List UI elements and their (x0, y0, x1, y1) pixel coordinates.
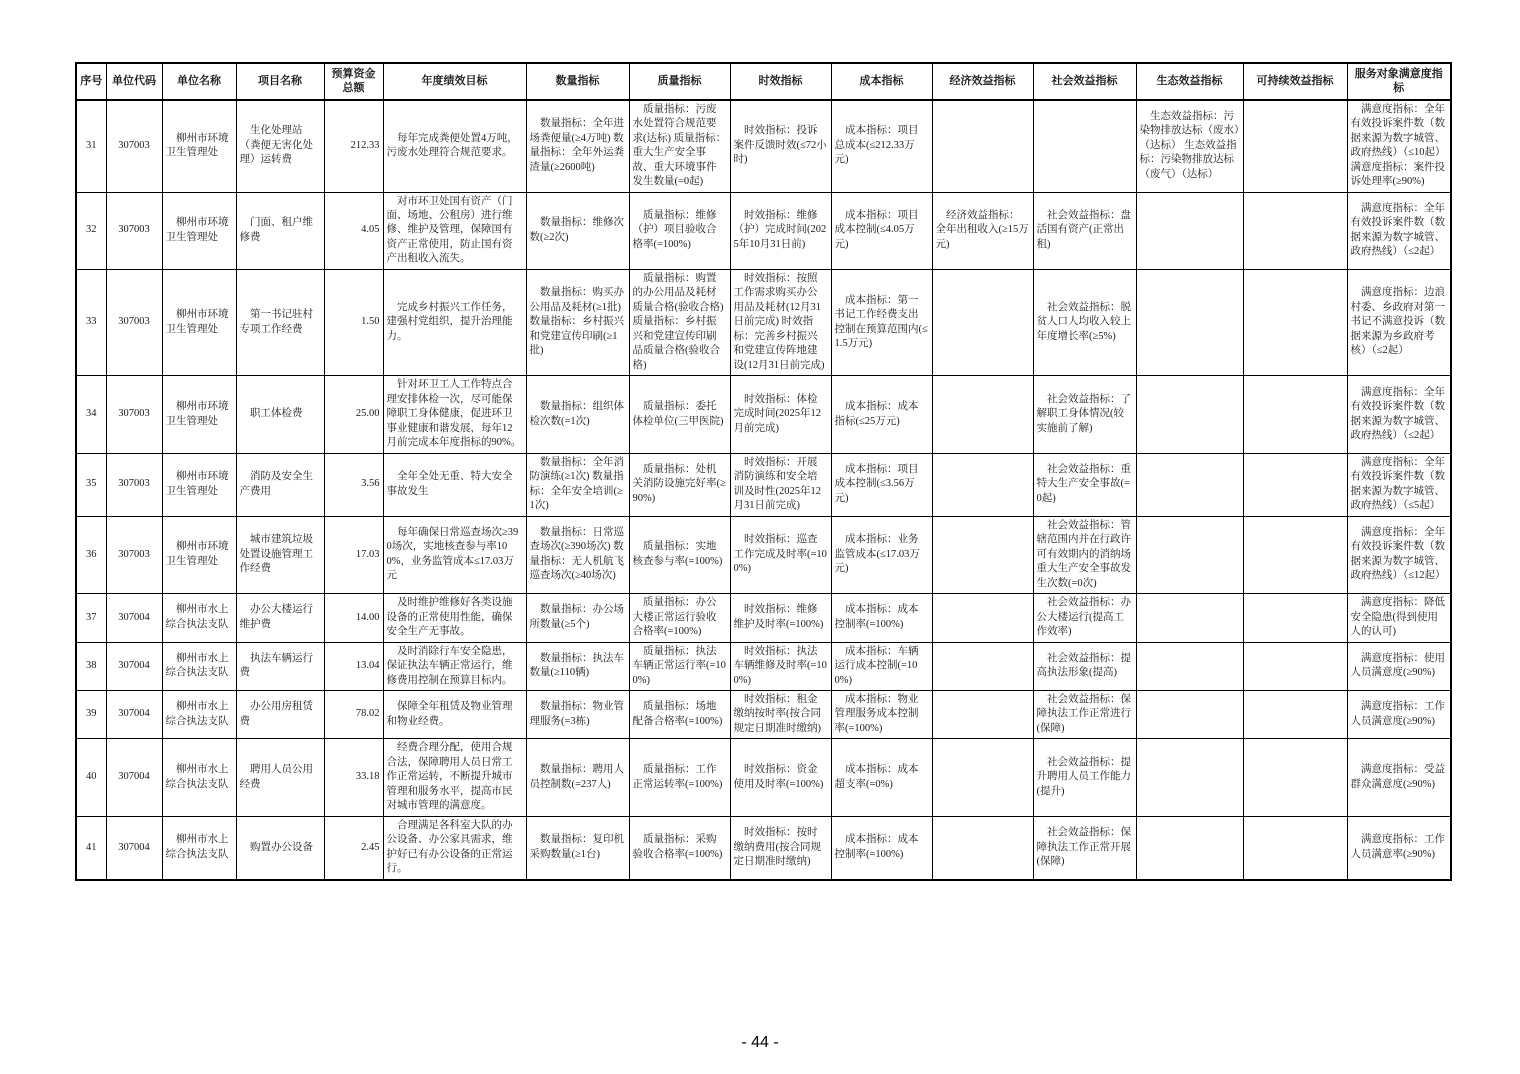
cell-quantity: 数量指标：购买办公用品及耗材(≥1批) 数量指标：乡村振兴和党建宣传印刷(≥1批) (526, 269, 629, 375)
column-header-quantity: 数量指标 (526, 63, 629, 100)
cell-quality: 质量指标：委托体检单位(三甲医院) (629, 376, 730, 453)
cell-sustainable (1243, 642, 1347, 690)
cell-sustainable (1243, 516, 1347, 593)
cell-ecological (1136, 269, 1243, 375)
cell-satisfaction: 满意度指标：降低安全隐患(得到使用人的认可) (1347, 594, 1451, 642)
cell-quantity: 数量指标：组织体检次数(=1次) (526, 376, 629, 453)
cell-project: 办公用房租赁费 (236, 691, 324, 739)
cell-goal: 每年完成粪便处置4万吨，污废水处理符合规范要求。 (383, 100, 526, 192)
page-number: - 44 - (741, 1034, 779, 1051)
cell-project: 第一书记驻村专项工作经费 (236, 269, 324, 375)
cell-project: 购置办公设备 (236, 816, 324, 879)
table-header-row (76, 63, 1451, 100)
cell-quality: 质量指标：处机关消防设施完好率(≥90%) (629, 453, 730, 516)
cell-no: 35 (76, 453, 106, 516)
cell-no: 38 (76, 642, 106, 690)
cell-code: 307003 (106, 376, 162, 453)
column-header-cost: 成本指标 (831, 63, 932, 100)
cell-quantity: 数量指标：执法车数量(≥110辆) (526, 642, 629, 690)
cell-goal: 及时消除行车安全隐患，保证执法车辆正常运行，维修费用控制在预算目标内。 (383, 642, 526, 690)
cell-goal: 及时维护维修好各类设施设备的正常使用性能，确保安全生产无事故。 (383, 594, 526, 642)
cell-project: 门面、租户维修费 (236, 192, 324, 269)
column-header-goal: 年度绩效目标 (383, 63, 526, 100)
cell-sustainable (1243, 269, 1347, 375)
cell-quantity: 数量指标：复印机采购数量(≥1台) (526, 816, 629, 879)
cell-quantity: 数量指标：日常巡查场次(≥390场次) 数量指标：无人机航飞巡查场次(≥40场次) (526, 516, 629, 593)
cell-economic (932, 691, 1033, 739)
cell-cost: 成本指标：业务监管成本(≤17.03万元) (831, 516, 932, 593)
cell-project: 城市建筑垃圾处置设施管理工作经费 (236, 516, 324, 593)
table-row (76, 100, 1451, 192)
cell-sustainable (1243, 192, 1347, 269)
cell-cost: 成本指标：成本超支率(=0%) (831, 739, 932, 816)
cell-code: 307004 (106, 594, 162, 642)
cell-unit: 柳州市水上综合执法支队 (162, 594, 236, 642)
cell-sustainable (1243, 453, 1347, 516)
cell-economic (932, 594, 1033, 642)
column-header-sustainable: 可持续效益指标 (1243, 63, 1347, 100)
cell-budget: 1.50 (324, 269, 383, 375)
cell-unit: 柳州市环境卫生管理处 (162, 453, 236, 516)
cell-cost: 成本指标：成本控制率(=100%) (831, 594, 932, 642)
cell-timeliness: 时效指标：投诉案件反馈时效(≤72小时) (730, 100, 831, 192)
cell-satisfaction: 满意度指标：全年有效投诉案件数（数据来源为数字城管、政府热线）（≤2起） (1347, 192, 1451, 269)
cell-ecological: 生态效益指标：污染物排放达标（废水）（达标） 生态效益指标：污染物排放达标（废气）（达标） (1136, 100, 1243, 192)
cell-sustainable (1243, 594, 1347, 642)
cell-economic (932, 376, 1033, 453)
cell-social: 社会效益指标：提升聘用人员工作能力(提升) (1033, 739, 1136, 816)
cell-social: 社会效益指标：管辖范围内并在行政许可有效期内的消纳场重大生产安全事故发生次数(=0次) (1033, 516, 1136, 593)
cell-code: 307003 (106, 453, 162, 516)
cell-social: 社会效益指标：盘活国有资产(正常出租) (1033, 192, 1136, 269)
cell-budget: 3.56 (324, 453, 383, 516)
cell-quantity: 数量指标：全年消防演练(≥1次) 数量指标：全年安全培训(≥1次) (526, 453, 629, 516)
cell-social: 社会效益指标：保障执法工作正常进行(保障) (1033, 691, 1136, 739)
cell-timeliness: 时效指标：执法车辆维修及时率(=100%) (730, 642, 831, 690)
cell-no: 39 (76, 691, 106, 739)
column-header-code: 单位代码 (106, 63, 162, 100)
cell-project: 执法车辆运行费 (236, 642, 324, 690)
cell-cost: 成本指标：项目总成本(≤212.33万元) (831, 100, 932, 192)
cell-sustainable (1243, 691, 1347, 739)
cell-unit: 柳州市环境卫生管理处 (162, 269, 236, 375)
cell-budget: 17.03 (324, 516, 383, 593)
performance-table (75, 62, 1452, 881)
cell-sustainable (1243, 376, 1347, 453)
cell-social: 社会效益指标：脱贫人口人均收入较上年度增长率(≥5%) (1033, 269, 1136, 375)
cell-quality: 质量指标：办公大楼正常运行验收合格率(=100%) (629, 594, 730, 642)
cell-satisfaction: 满意度指标：工作人员满意度(≥90%) (1347, 691, 1451, 739)
table-row (76, 453, 1451, 516)
cell-quantity: 数量指标：物业管理服务(=3栋) (526, 691, 629, 739)
cell-no: 33 (76, 269, 106, 375)
cell-social: 社会效益指标：了解职工身体情况(较实施前了解) (1033, 376, 1136, 453)
cell-budget: 13.04 (324, 642, 383, 690)
cell-satisfaction: 满意度指标：工作人员满意率(≥90%) (1347, 816, 1451, 879)
cell-unit: 柳州市水上综合执法支队 (162, 691, 236, 739)
cell-sustainable (1243, 100, 1347, 192)
cell-code: 307003 (106, 516, 162, 593)
cell-quality: 质量指标：采购验收合格率(=100%) (629, 816, 730, 879)
table-row (76, 192, 1451, 269)
cell-budget: 78.02 (324, 691, 383, 739)
cell-satisfaction: 满意度指标：使用人员满意度(≥90%) (1347, 642, 1451, 690)
cell-quantity: 数量指标：办公场所数量(≥5个) (526, 594, 629, 642)
cell-quantity: 数量指标：聘用人员控制数(=237人) (526, 739, 629, 816)
cell-unit: 柳州市环境卫生管理处 (162, 192, 236, 269)
cell-cost: 成本指标：车辆运行成本控制(=100%) (831, 642, 932, 690)
cell-economic (932, 816, 1033, 879)
cell-budget: 25.00 (324, 376, 383, 453)
cell-social (1033, 100, 1136, 192)
cell-code: 307004 (106, 739, 162, 816)
column-header-social: 社会效益指标 (1033, 63, 1136, 100)
cell-economic: 经济效益指标：全年出租收入(≥15万元) (932, 192, 1033, 269)
cell-timeliness: 时效指标：维修维护及时率(=100%) (730, 594, 831, 642)
column-header-satisfaction: 服务对象满意度指标 (1347, 63, 1451, 100)
cell-no: 32 (76, 192, 106, 269)
table-row (76, 516, 1451, 593)
cell-code: 307004 (106, 816, 162, 879)
cell-quality: 质量指标：实地核查参与率(=100%) (629, 516, 730, 593)
cell-quantity: 数量指标：维修次数(≥2次) (526, 192, 629, 269)
cell-budget: 2.45 (324, 816, 383, 879)
column-header-quality: 质量指标 (629, 63, 730, 100)
cell-project: 办公大楼运行维护费 (236, 594, 324, 642)
cell-ecological (1136, 739, 1243, 816)
cell-cost: 成本指标：项目成本控制(≤3.56万元) (831, 453, 932, 516)
cell-quality: 质量指标：污废水处置符合规范要求(达标) 质量指标：重大生产安全事故、重大环境事件发生数量(=0起) (629, 100, 730, 192)
cell-timeliness: 时效指标：开展消防演练和安全培训及时性(2025年12月31日前完成) (730, 453, 831, 516)
cell-timeliness: 时效指标：租金缴纳按时率(按合同规定日期准时缴纳) (730, 691, 831, 739)
cell-project: 聘用人员公用经费 (236, 739, 324, 816)
table-row (76, 642, 1451, 690)
cell-no: 41 (76, 816, 106, 879)
column-header-economic: 经济效益指标 (932, 63, 1033, 100)
table-row (76, 739, 1451, 816)
cell-no: 36 (76, 516, 106, 593)
cell-budget: 212.33 (324, 100, 383, 192)
cell-no: 40 (76, 739, 106, 816)
cell-timeliness: 时效指标：按照工作需求购买办公用品及耗材(12月31日前完成) 时效指标：完善乡村振兴和党建宣传阵地建设(12月31日前完成) (730, 269, 831, 375)
cell-social: 社会效益指标：办公大楼运行(提高工作效率) (1033, 594, 1136, 642)
table-row (76, 376, 1451, 453)
cell-unit: 柳州市水上综合执法支队 (162, 642, 236, 690)
cell-quality: 质量指标：维修（护）项目验收合格率(=100%) (629, 192, 730, 269)
cell-social: 社会效益指标：保障执法工作正常开展(保障) (1033, 816, 1136, 879)
cell-timeliness: 时效指标：资金使用及时率(=100%) (730, 739, 831, 816)
cell-satisfaction: 满意度指标：全年有效投诉案件数（数据来源为数字城管、政府热线）（≤12起） (1347, 516, 1451, 593)
table-row (76, 816, 1451, 879)
cell-cost: 成本指标：成本指标(≤25万元) (831, 376, 932, 453)
table-body (76, 100, 1451, 880)
cell-no: 31 (76, 100, 106, 192)
cell-project: 职工体检费 (236, 376, 324, 453)
table-header (76, 63, 1451, 100)
cell-project: 消防及安全生产费用 (236, 453, 324, 516)
cell-unit: 柳州市水上综合执法支队 (162, 816, 236, 879)
cell-ecological (1136, 516, 1243, 593)
cell-satisfaction: 满意度指标：全年有效投诉案件数（数据来源为数字城管、政府热线）（≤5起） (1347, 453, 1451, 516)
cell-social: 社会效益指标：提高执法形象(提高) (1033, 642, 1136, 690)
cell-code: 307003 (106, 100, 162, 192)
column-header-project: 项目名称 (236, 63, 324, 100)
cell-ecological (1136, 376, 1243, 453)
cell-satisfaction: 满意度指标：全年有效投诉案件数（数据来源为数字城管、政府热线）（≤10起） 满意度指标：案件投诉处理率(≥90%) (1347, 100, 1451, 192)
cell-cost: 成本指标：成本控制率(=100%) (831, 816, 932, 879)
cell-goal: 每年确保日常巡查场次≥390场次，实地核查参与率100%，业务监管成本≤17.03万元 (383, 516, 526, 593)
cell-goal: 针对环卫工人工作特点合理安排体检一次，尽可能保障职工身体健康，促进环卫事业健康和谐发展，每年12月前完成本年度指标的90%。 (383, 376, 526, 453)
cell-quality: 质量指标：执法车辆正常运行率(=100%) (629, 642, 730, 690)
cell-goal: 保障全年租赁及物业管理和物业经费。 (383, 691, 526, 739)
cell-code: 307004 (106, 642, 162, 690)
cell-satisfaction: 满意度指标：受益群众满意度(≥90%) (1347, 739, 1451, 816)
cell-cost: 成本指标：项目成本控制(≤4.05万元) (831, 192, 932, 269)
cell-unit: 柳州市环境卫生管理处 (162, 376, 236, 453)
cell-ecological (1136, 642, 1243, 690)
cell-code: 307003 (106, 192, 162, 269)
cell-no: 37 (76, 594, 106, 642)
cell-code: 307004 (106, 691, 162, 739)
column-header-budget: 预算资金总额 (324, 63, 383, 100)
column-header-ecological: 生态效益指标 (1136, 63, 1243, 100)
cell-economic (932, 453, 1033, 516)
cell-budget: 33.18 (324, 739, 383, 816)
cell-unit: 柳州市环境卫生管理处 (162, 516, 236, 593)
cell-economic (932, 516, 1033, 593)
cell-budget: 14.00 (324, 594, 383, 642)
cell-unit: 柳州市水上综合执法支队 (162, 739, 236, 816)
cell-code: 307003 (106, 269, 162, 375)
cell-project: 生化处理站（粪便无害化处理）运转费 (236, 100, 324, 192)
cell-cost: 成本指标：第一书记工作经费支出控制在预算范围内(≤1.5万元) (831, 269, 932, 375)
cell-goal: 全年全处无重、特大安全事故发生 (383, 453, 526, 516)
table-row (76, 691, 1451, 739)
cell-ecological (1136, 594, 1243, 642)
cell-economic (932, 269, 1033, 375)
table-row (76, 594, 1451, 642)
cell-economic (932, 100, 1033, 192)
cell-unit: 柳州市环境卫生管理处 (162, 100, 236, 192)
cell-quality: 质量指标：场地配备合格率(=100%) (629, 691, 730, 739)
cell-budget: 4.05 (324, 192, 383, 269)
cell-timeliness: 时效指标：体检完成时间(2025年12月前完成) (730, 376, 831, 453)
cell-goal: 完成乡村振兴工作任务，建强村党组织，提升治理能力。 (383, 269, 526, 375)
cell-timeliness: 时效指标：按时缴纳费用(按合同规定日期准时缴纳) (730, 816, 831, 879)
cell-satisfaction: 满意度指标：边浪村委、乡政府对第一书记不满意投诉（数据来源为乡政府考核）（≤2起） (1347, 269, 1451, 375)
cell-goal: 合理满足各科室大队的办公设备、办公家具需求，维护好已有办公设备的正常运行。 (383, 816, 526, 879)
cell-economic (932, 642, 1033, 690)
cell-quantity: 数量指标：全年进场粪便量(≥4万吨) 数量指标：全年外运粪渣量(≥2600吨) (526, 100, 629, 192)
cell-no: 34 (76, 376, 106, 453)
cell-goal: 对市环卫处国有资产（门面、场地、公租房）进行维修、维护及管理，保障国有资产正常使用，防止国有资产出租收入流失。 (383, 192, 526, 269)
column-header-timeliness: 时效指标 (730, 63, 831, 100)
column-header-no: 序号 (76, 63, 106, 100)
cell-timeliness: 时效指标：巡查工作完成及时率(=100%) (730, 516, 831, 593)
cell-ecological (1136, 453, 1243, 516)
cell-cost: 成本指标：物业管理服务成本控制率(=100%) (831, 691, 932, 739)
cell-quality: 质量指标：工作正常运转率(=100%) (629, 739, 730, 816)
cell-timeliness: 时效指标：维修（护）完成时间(2025年10月31日前) (730, 192, 831, 269)
cell-sustainable (1243, 816, 1347, 879)
table-row (76, 269, 1451, 375)
cell-ecological (1136, 691, 1243, 739)
cell-sustainable (1243, 739, 1347, 816)
cell-quality: 质量指标：购置的办公用品及耗材质量合格(验收合格) 质量指标：乡村振兴和党建宣传印刷品质量合格(验收合格) (629, 269, 730, 375)
cell-economic (932, 739, 1033, 816)
cell-ecological (1136, 816, 1243, 879)
cell-social: 社会效益指标：重特大生产安全事故(=0起) (1033, 453, 1136, 516)
cell-ecological (1136, 192, 1243, 269)
cell-goal: 经费合理分配，使用合规合法，保障聘用人员日常工作正常运转，不断提升城市管理和服务水平，提高市民对城市管理的满意度。 (383, 739, 526, 816)
column-header-unit: 单位名称 (162, 63, 236, 100)
cell-satisfaction: 满意度指标：全年有效投诉案件数（数据来源为数字城管、政府热线）（≤2起） (1347, 376, 1451, 453)
